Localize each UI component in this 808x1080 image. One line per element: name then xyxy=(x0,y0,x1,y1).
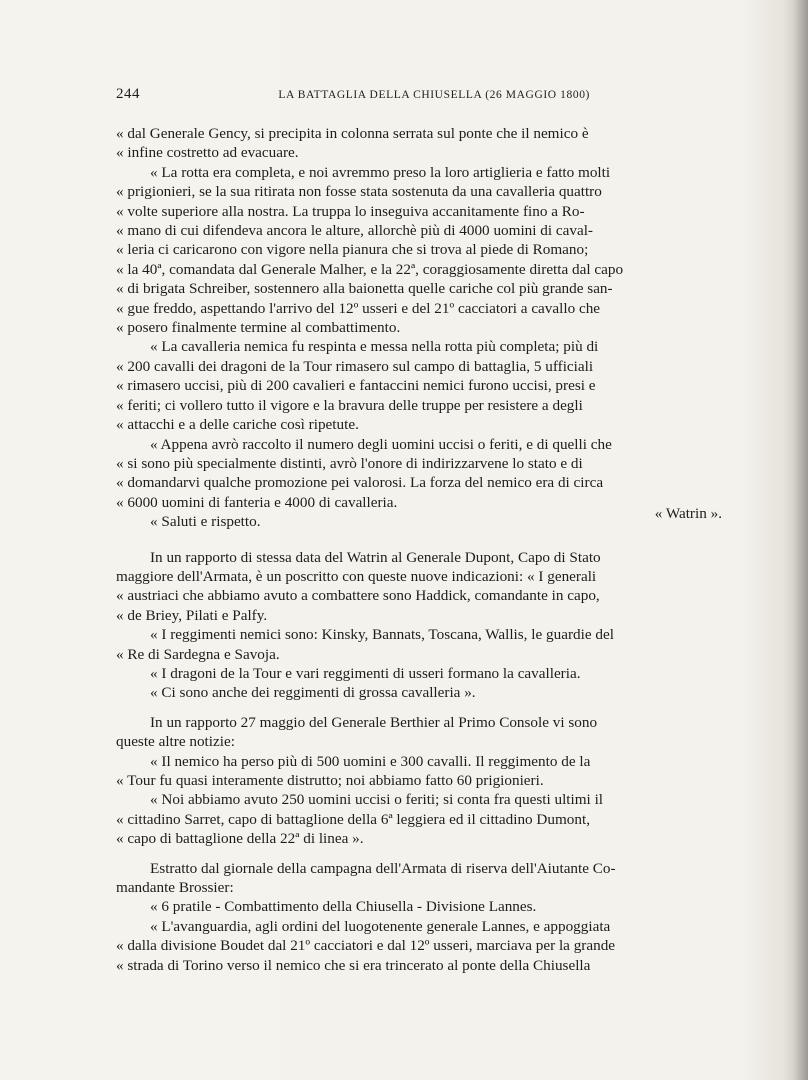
text-line: queste altre notizie: xyxy=(116,733,235,751)
text-line: « I dragoni de la Tour e vari reggimenti di usseri formano la cavalleria. xyxy=(150,664,581,682)
paragraph-gap xyxy=(116,703,740,713)
text-line: « Ci sono anche dei reggimenti di grossa cavalleria ». xyxy=(150,684,476,702)
text-line: « capo di battaglione della 22ª di linea ». xyxy=(116,830,364,848)
text-line: Estratto dal giornale della campagna dell'Armata di riserva dell'Aiutante Co- xyxy=(150,859,616,877)
text-line: In un rapporto di stessa data del Watrin al Generale Dupont, Capo di Stato xyxy=(150,548,601,566)
text-line: « austriaci che abbiamo avuto a combattere sono Haddick, comandante in capo, xyxy=(116,587,600,605)
text-line: « gue freddo, aspettando l'arrivo del 12º usseri e del 21º cacciatori a cavallo che xyxy=(116,299,601,317)
text-line: « si sono più specialmente distinti, avrò l'onore di indirizzarvene lo stato e di xyxy=(116,454,583,472)
salutation: « Saluti e rispetto. xyxy=(150,513,261,531)
text-line: mandante Brossier: xyxy=(116,879,234,897)
text-line: « domandarvi qualche promozione pei valorosi. La forza del nemico era di circa xyxy=(116,474,604,492)
text-line: « L'avanguardia, agli ordini del luogotenente generale Lannes, e appoggiata xyxy=(150,917,611,935)
paragraph-gap xyxy=(116,532,740,548)
text-line: « la 40ª, comandata dal Generale Malher, e la 22ª, coraggiosamente diretta dal capo xyxy=(116,260,624,278)
body-text xyxy=(116,124,740,975)
text-line: « attacchi e a delle cariche così ripetute. xyxy=(116,416,359,434)
text-line: « feriti; ci vollero tutto il vigore e la bravura delle truppe per resistere a degli xyxy=(116,396,583,414)
text-line: « La cavalleria nemica fu respinta e messa nella rotta più completa; più di xyxy=(150,338,599,356)
text-line: « leria ci caricarono con vigore nella pianura che si trova al piede di Romano; xyxy=(116,241,589,259)
text-line: « Re di Sardegna e Savoja. xyxy=(116,645,280,663)
text-line: « mano di cui difendeva ancora le alture, allorchè più di 4000 uomini di caval- xyxy=(116,222,593,240)
running-title: LA BATTAGLIA DELLA CHIUSELLA (26 MAGGIO 1800) xyxy=(278,89,590,101)
page-edge-shadow xyxy=(794,0,808,1080)
signature: « Watrin ». xyxy=(654,505,722,523)
page-number: 244 xyxy=(116,86,140,102)
text-line: « cittadino Sarret, capo di battaglione della 6ª leggiera ed il cittadino Dumont, xyxy=(116,810,591,828)
text-line: « posero finalmente termine al combattimento. xyxy=(116,319,401,337)
text-line: « rimasero uccisi, più di 200 cavalieri e fantaccini nemici furono uccisi, presi e xyxy=(116,377,596,395)
text-line: « 6000 uomini di fanteria e 4000 di cavalleria. xyxy=(116,493,398,511)
text-line: « strada di Torino verso il nemico che si era trincerato al ponte della Chiusella xyxy=(116,956,591,974)
text-line: « de Briey, Pilati e Palfy. xyxy=(116,606,268,624)
text-line: « di brigata Schreiber, sostennero alla baionetta quelle cariche col più grande san- xyxy=(116,280,613,298)
text-line: « prigionieri, se la sua ritirata non fosse stata sostenuta da una cavalleria quattro xyxy=(116,183,602,201)
text-line: « La rotta era completa, e noi avremmo preso la loro artiglieria e fatto molti xyxy=(150,163,611,181)
closing-line xyxy=(116,505,740,531)
text-line: « Appena avrò raccolto il numero degli uomini uccisi o feriti, e di quelli che xyxy=(150,435,612,453)
text-line: « Il nemico ha perso più di 500 uomini e 300 cavalli. Il reggimento de la xyxy=(150,752,591,770)
text-line: « infine costretto ad evacuare. xyxy=(116,144,299,162)
text-line: « Tour fu quasi interamente distrutto; noi abbiamo fatto 60 prigionieri. xyxy=(116,772,544,789)
text-line: « dal Generale Gency, si precipita in colonna serrata sul ponte che il nemico è xyxy=(116,125,589,142)
text-line: « 6 pratile - Combattimento della Chiusella - Divisione Lannes. xyxy=(150,898,537,916)
text-line: maggiore dell'Armata, è un poscritto con queste nuove indicazioni: « I generali xyxy=(116,567,597,585)
text-line: « Noi abbiamo avuto 250 uomini uccisi o feriti; si conta fra questi ultimi il xyxy=(150,791,604,809)
text-line: « dalla divisione Boudet dal 21º cacciatori e dal 12º usseri, marciava per la grande xyxy=(116,937,616,955)
page-header xyxy=(116,86,738,103)
text-line: « I reggimenti nemici sono: Kinsky, Bannats, Toscana, Wallis, le guardie del xyxy=(150,626,614,644)
text-line: « volte superiore alla nostra. La truppa lo inseguiva accanitamente fino a Ro- xyxy=(116,202,585,220)
paragraph-gap xyxy=(116,849,740,859)
text-line: « 200 cavalli dei dragoni de la Tour rimasero sul campo di battaglia, 5 ufficiali xyxy=(116,357,594,375)
text-line: In un rapporto 27 maggio del Generale Berthier al Primo Console vi sono xyxy=(150,713,598,731)
